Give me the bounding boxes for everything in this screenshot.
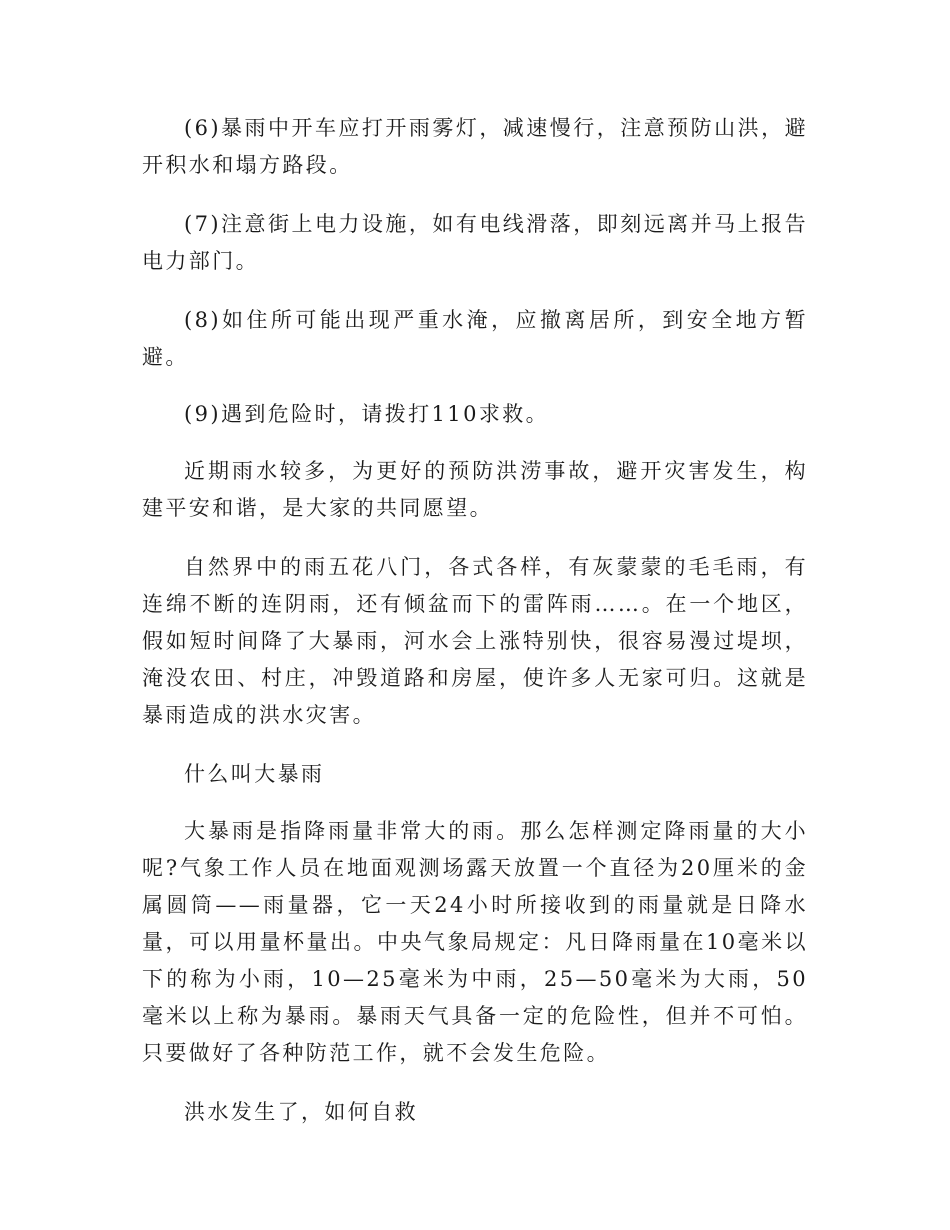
document-body [142, 110, 808, 1151]
paragraph-heavy-rain-definition: 大暴雨是指降雨量非常大的雨。那么怎样测定降雨量的大小呢?气象工作人员在地面观测场露天放置一个直径为20厘米的金属圆筒——雨量器，它一天24小时所接收到的雨量就是日降水量，可以用量杯量出。中央气象局规定：凡日降雨量在10毫米以下的称为小雨，10—25毫米为中雨，25—50毫米为大雨，50毫米以上称为暴雨。暴雨天气具备一定的危险性，但并不可怕。只要做好了各种防范工作，就不会发生危险。 [142, 819, 808, 1065]
paragraph-intro: 近期雨水较多，为更好的预防洪涝事故，避开灾害发生，构建平安和谐，是大家的共同愿望。 [142, 459, 808, 520]
paragraph-rain-types: 自然界中的雨五花八门，各式各样，有灰蒙蒙的毛毛雨，有连绵不断的连阴雨，还有倾盆而下的雷阵雨……。在一个地区，假如短时间降了大暴雨，河水会上涨特别快，很容易漫过堤坝，淹没农田、村庄，冲毁道路和房屋，使许多人无家可归。这就是暴雨造成的洪水灾害。 [142, 555, 808, 727]
section-heading-self-rescue: 洪水发生了，如何自救 [184, 1100, 418, 1124]
paragraph-tip-8: (8)如住所可能出现严重水淹，应撤离居所，到安全地方暂避。 [142, 308, 808, 369]
section-heading-heavy-rain: 什么叫大暴雨 [184, 762, 325, 786]
paragraph-tip-9: (9)遇到危险时，请拨打110求救。 [184, 402, 550, 426]
paragraph-tip-7: (7)注意街上电力设施，如有电线滑落，即刻远离并马上报告电力部门。 [142, 212, 808, 273]
paragraph-tip-6: (6)暴雨中开车应打开雨雾灯，减速慢行，注意预防山洪，避开积水和塌方路段。 [142, 116, 808, 177]
